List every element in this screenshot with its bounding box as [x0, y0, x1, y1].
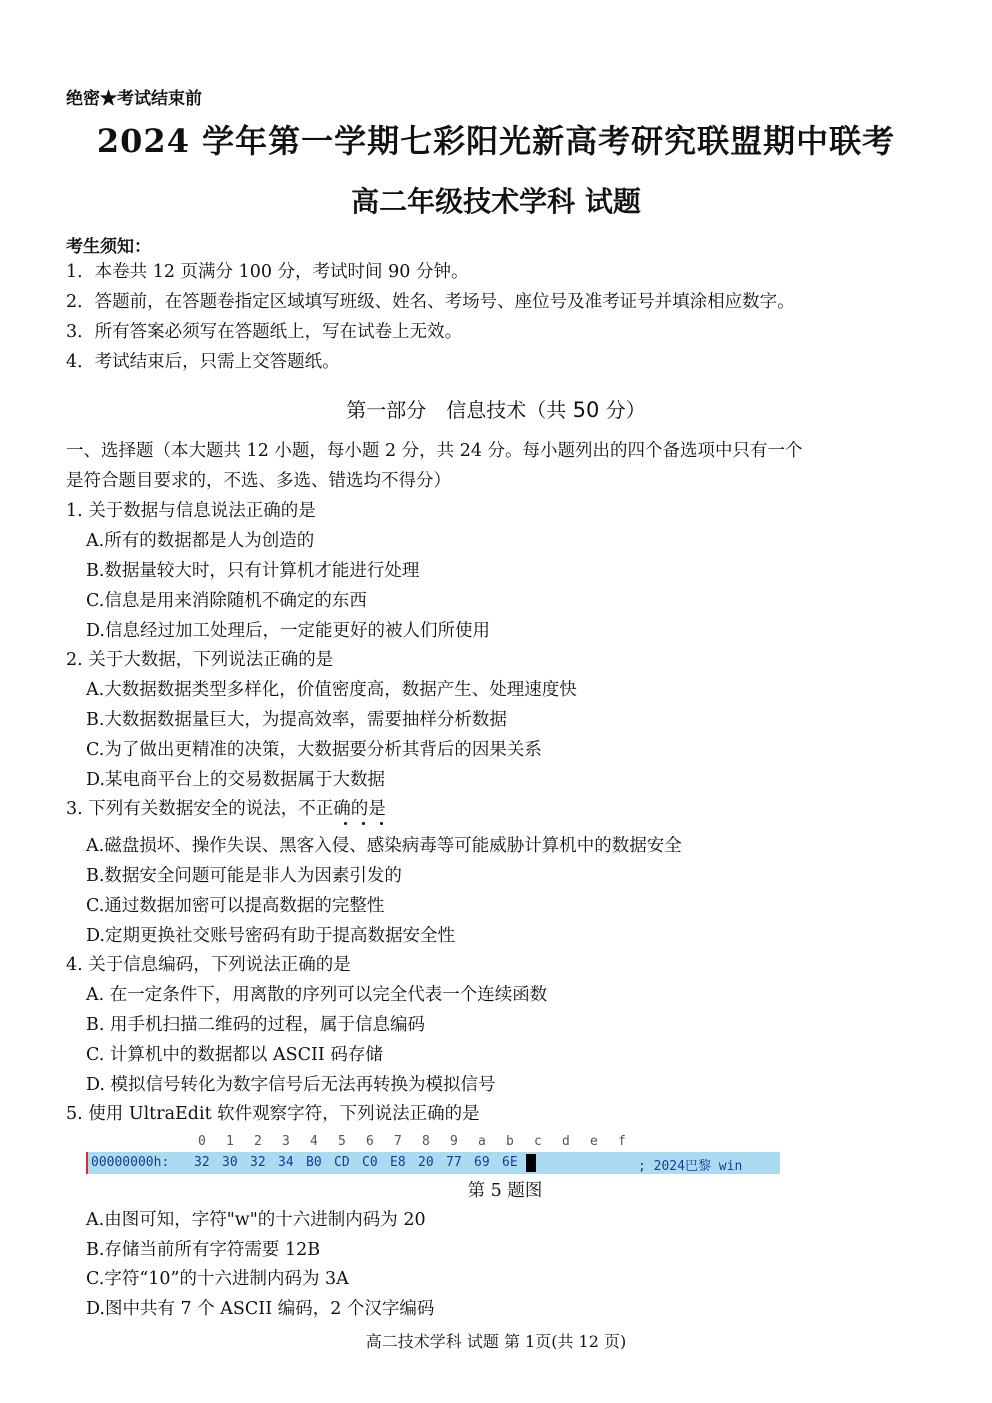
ruler-label: e: [590, 1134, 598, 1149]
hex-byte: 77: [446, 1155, 462, 1170]
question-option: C. 计算机中的数据都以 ASCII 码存储: [86, 1045, 383, 1065]
notice-item: 4．考试结束后，只需上交答题纸。: [66, 352, 340, 372]
ruler-label: 6: [366, 1134, 374, 1149]
hex-address: 00000000h:: [91, 1155, 170, 1170]
question-option: A.磁盘损坏、操作失误、黑客入侵、感染病毒等可能威胁计算机中的数据安全: [86, 836, 682, 856]
emphasis-dot: [362, 822, 365, 825]
confidential-label: 绝密★考试结束前: [66, 89, 202, 109]
ruler-label: 1: [226, 1134, 234, 1149]
section-instructions-line2: 是符合题目要求的，不选、多选、错选均不得分）: [66, 471, 451, 491]
question-stem: 3. 下列有关数据安全的说法，不正确的是: [66, 799, 386, 819]
question-option: B.存储当前所有字符需要 12B: [86, 1240, 321, 1260]
ruler-label: 9: [450, 1134, 458, 1149]
hex-column-ruler: [86, 1132, 780, 1152]
question-stem: 1. 关于数据与信息说法正确的是: [66, 501, 316, 521]
question-option: D.信息经过加工处理后，一定能更好的被人们所使用: [86, 621, 490, 641]
emphasis-dot: [380, 822, 383, 825]
question-option: A.由图可知，字符"w"的十六进制内码为 20: [86, 1210, 426, 1230]
hex-byte: 6E: [502, 1155, 518, 1170]
ruler-label: d: [562, 1134, 570, 1149]
notice-heading: 考生须知：: [66, 237, 151, 257]
hex-byte: CD: [334, 1155, 350, 1170]
question-stem: 2. 关于大数据，下列说法正确的是: [66, 650, 334, 670]
question-option: A.所有的数据都是人为创造的: [86, 531, 315, 551]
hex-byte: 32: [194, 1155, 210, 1170]
section-instructions-line1: 一、选择题（本大题共 12 小题，每小题 2 分，共 24 分。每小题列出的四个备选项中只有一个: [66, 441, 803, 461]
hex-byte: B0: [306, 1155, 322, 1170]
question-option: D. 模拟信号转化为数字信号后无法再转换为模拟信号: [86, 1075, 496, 1095]
ruler-label: 2: [254, 1134, 262, 1149]
question-stem: 5. 使用 UltraEdit 软件观察字符，下列说法正确的是: [66, 1104, 480, 1124]
notice-item: 3．所有答案必须写在答题纸上，写在试卷上无效。: [66, 322, 463, 342]
question-option: B. 用手机扫描二维码的过程，属于信息编码: [86, 1015, 425, 1035]
page-footer: 高二技术学科 试题 第 1页(共 12 页): [365, 1332, 627, 1351]
hex-data-row: [86, 1152, 780, 1174]
question-option: C.信息是用来消除随机不确定的东西: [86, 591, 367, 611]
ruler-label: 5: [338, 1134, 346, 1149]
part-suffix: 分）: [599, 398, 646, 422]
part-prefix: 第一部分 信息技术（共: [346, 398, 573, 422]
exam-subtitle: 高二年级技术学科 试题: [351, 185, 641, 218]
question-option: A. 在一定条件下，用离散的序列可以完全代表一个连续函数: [86, 985, 548, 1005]
figure-caption: 第 5 题图: [467, 1181, 543, 1201]
ruler-label: 7: [394, 1134, 402, 1149]
part-heading: [0, 394, 992, 423]
hex-byte: 32: [250, 1155, 266, 1170]
question-option: B.数据安全问题可能是非人为因素引发的: [86, 866, 402, 886]
hex-byte: C0: [362, 1155, 378, 1170]
hex-byte: 20: [418, 1155, 434, 1170]
notice-item: 2．答题前，在答题卷指定区域填写班级、姓名、考场号、座位号及准考证号并填涂相应数字。: [66, 292, 795, 312]
question-stem: 4. 关于信息编码，下列说法正确的是: [66, 955, 351, 975]
question-option: C.通过数据加密可以提高数据的完整性: [86, 896, 385, 916]
question-option: D.图中共有 7 个 ASCII 编码，2 个汉字编码: [86, 1299, 435, 1319]
exam-title: 2024 学年第一学期七彩阳光新高考研究联盟期中联考: [96, 122, 896, 160]
question-option: B.大数据数据量巨大，为提高效率，需要抽样分析数据: [86, 710, 507, 730]
ruler-label: f: [618, 1134, 626, 1149]
ultraedit-hex-figure: [86, 1132, 780, 1174]
question-option: B.数据量较大时，只有计算机才能进行处理: [86, 561, 420, 581]
hex-byte: 34: [278, 1155, 294, 1170]
notice-item: 1．本卷共 12 页满分 100 分，考试时间 90 分钟。: [66, 262, 469, 282]
question-option: C.字符“10”的十六进制内码为 3A: [86, 1269, 349, 1289]
ruler-label: 0: [198, 1134, 206, 1149]
hex-text-preview: ; 2024巴黎 win: [638, 1159, 743, 1174]
ruler-label: 8: [422, 1134, 430, 1149]
ruler-label: 4: [310, 1134, 318, 1149]
text-cursor: [526, 1154, 536, 1172]
question-option: C.为了做出更精准的决策，大数据要分析其背后的因果关系: [86, 740, 542, 760]
ruler-label: 3: [282, 1134, 290, 1149]
question-option: D.某电商平台上的交易数据属于大数据: [86, 770, 385, 790]
emphasis-dot: [344, 822, 347, 825]
ruler-label: c: [534, 1134, 542, 1149]
hex-byte: E8: [390, 1155, 406, 1170]
hex-byte: 69: [474, 1155, 490, 1170]
hex-byte: 30: [222, 1155, 238, 1170]
part-score: 50: [572, 398, 600, 422]
question-option: D.定期更换社交账号密码有助于提高数据安全性: [86, 926, 455, 946]
ruler-label: a: [478, 1134, 486, 1149]
ruler-label: b: [506, 1134, 514, 1149]
question-option: A.大数据数据类型多样化，价值密度高，数据产生、处理速度快: [86, 680, 577, 700]
